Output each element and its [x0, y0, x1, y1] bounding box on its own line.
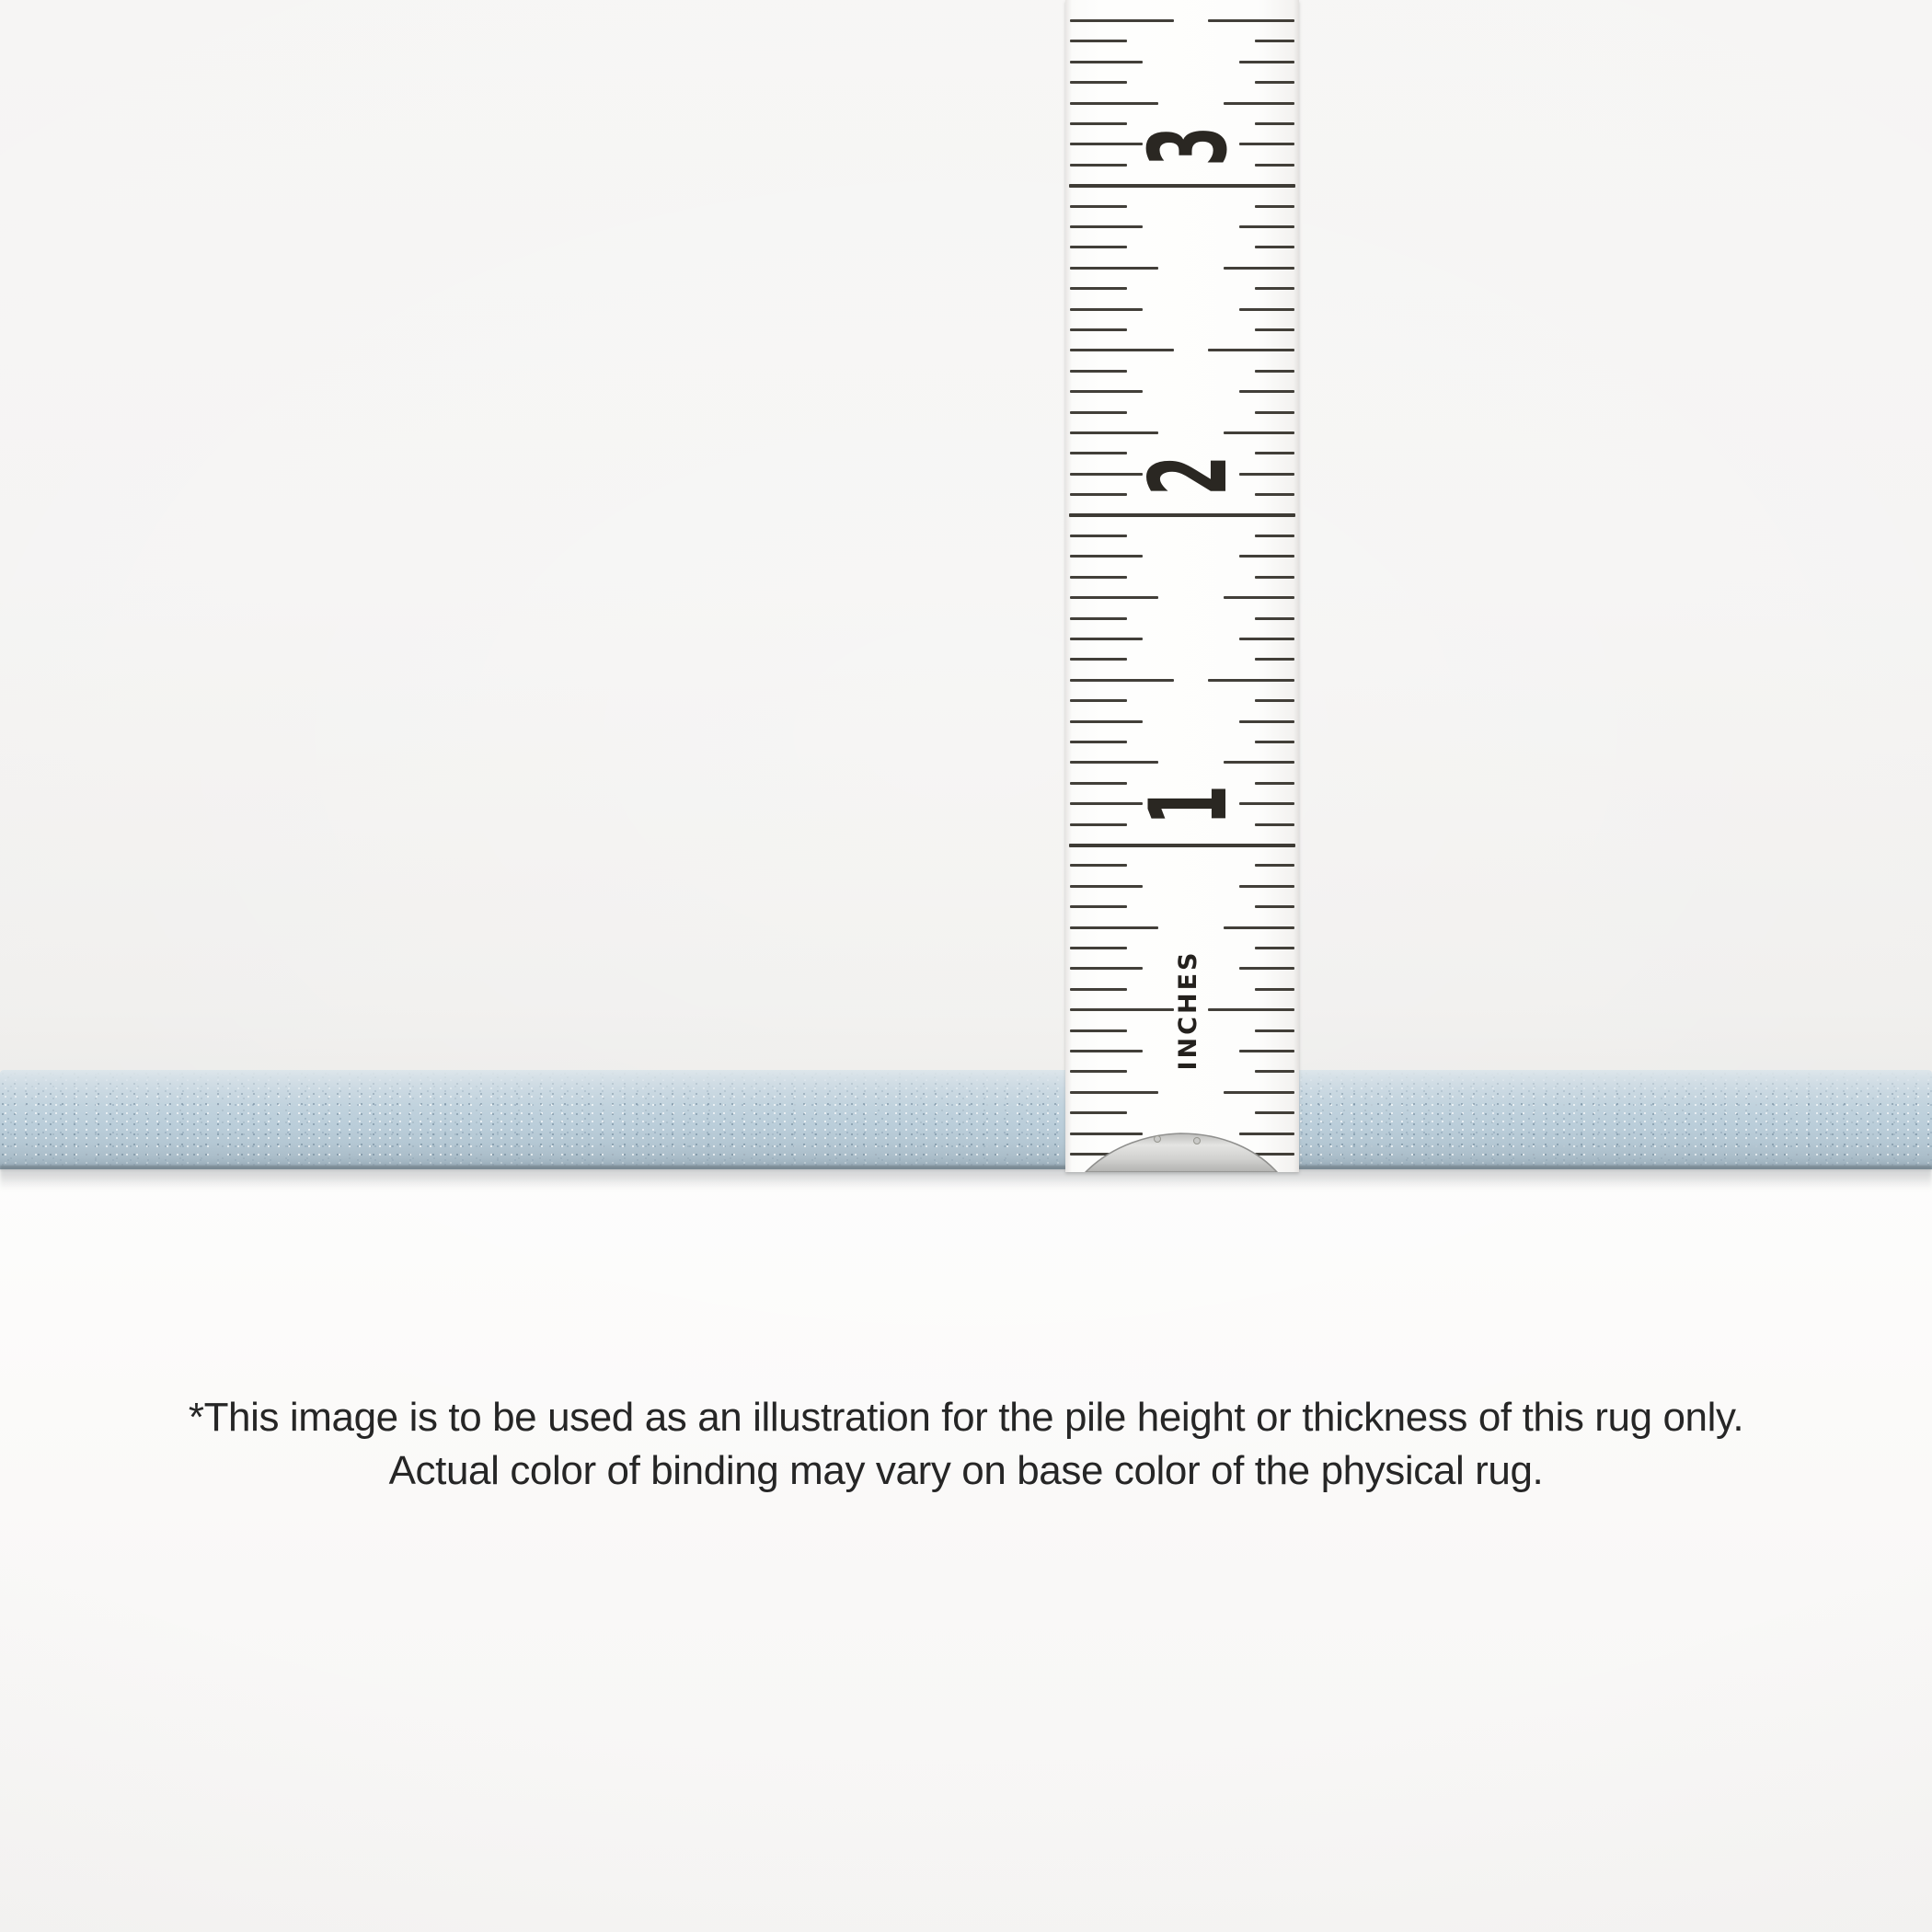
ruler-tick	[1239, 638, 1294, 640]
ruler-tick	[1070, 370, 1127, 373]
ruler-tick	[1208, 679, 1294, 682]
ruler-tick	[1255, 617, 1294, 620]
ruler-tick	[1208, 1008, 1294, 1011]
ruler-inch-line	[1069, 184, 1295, 188]
ruler-tick	[1070, 40, 1127, 42]
ruler-tick	[1070, 1091, 1158, 1094]
ruler-metal-end-cap	[1065, 1130, 1299, 1172]
ruler-tick	[1255, 81, 1294, 84]
ruler-tick	[1070, 205, 1127, 208]
ruler-tick	[1255, 741, 1294, 743]
ruler-tick	[1070, 390, 1143, 393]
ruler-tick	[1070, 81, 1127, 84]
ruler-tick	[1070, 741, 1127, 743]
ruler-tick	[1070, 267, 1158, 270]
ruler-tick	[1255, 40, 1294, 42]
ruler-tick	[1224, 596, 1294, 599]
ruler-tick	[1070, 596, 1158, 599]
ruler-tick	[1070, 308, 1143, 311]
ruler-tick	[1255, 864, 1294, 867]
ruler-tick	[1070, 452, 1127, 454]
ruler-tick	[1070, 1050, 1143, 1052]
ruler-tick	[1255, 576, 1294, 579]
ruler-tick	[1070, 102, 1158, 105]
ruler-tick	[1255, 493, 1294, 496]
rug-side-profile	[0, 1070, 1932, 1169]
ruler-tick	[1070, 823, 1127, 826]
disclaimer-line-2: Actual color of binding may vary on base color of the physical rug.	[388, 1448, 1544, 1493]
ruler-tick	[1239, 308, 1294, 311]
ruler-inches-label: INCHES	[1173, 949, 1202, 1071]
ruler-tick	[1070, 493, 1127, 496]
ruler-tick	[1070, 164, 1127, 167]
ruler-tick	[1255, 452, 1294, 454]
ruler-tick	[1255, 658, 1294, 661]
ruler-inch-line	[1069, 513, 1295, 517]
ruler-tick	[1070, 864, 1127, 867]
ruler-tick	[1208, 349, 1294, 351]
ruler-tick	[1239, 885, 1294, 888]
ruler-tick	[1255, 205, 1294, 208]
ruler-tick	[1070, 617, 1127, 620]
ruler-tick	[1239, 1050, 1294, 1052]
ruler-tick	[1070, 122, 1127, 125]
ruler-tick	[1255, 535, 1294, 537]
ruler-tick	[1070, 720, 1143, 723]
ruler-tick	[1070, 679, 1174, 682]
ruler-tick	[1208, 19, 1294, 22]
ruler-tick	[1255, 782, 1294, 785]
ruler-tick	[1070, 967, 1143, 970]
ruler-tick	[1255, 905, 1294, 908]
ruler-tick	[1224, 267, 1294, 270]
ruler-tick	[1239, 390, 1294, 393]
disclaimer-line-1: *This image is to be used as an illustration for the pile height or thickness of this rug only.	[188, 1395, 1744, 1440]
ruler-tick	[1239, 720, 1294, 723]
ruler-tick	[1070, 1111, 1127, 1114]
ruler-tick	[1070, 761, 1158, 764]
ruler-tick	[1070, 19, 1174, 22]
ruler-tick	[1224, 102, 1294, 105]
ruler-tick	[1255, 1070, 1294, 1073]
ruler-tick	[1239, 555, 1294, 558]
ruler-tick	[1070, 431, 1158, 434]
ruler-tick	[1255, 699, 1294, 702]
ruler-tick	[1224, 926, 1294, 929]
ruler-tick	[1255, 287, 1294, 290]
ruler-tick	[1070, 287, 1127, 290]
ruler-tick	[1070, 555, 1143, 558]
ruler-tick	[1255, 947, 1294, 949]
ruler-tick	[1070, 782, 1127, 785]
ruler-tick	[1255, 1111, 1294, 1114]
ruler-number-2: 2	[1126, 455, 1251, 496]
ruler-tick	[1070, 225, 1143, 228]
ruler-tick	[1070, 947, 1127, 949]
ruler-tick	[1070, 1070, 1127, 1073]
ruler-tick	[1239, 967, 1294, 970]
ruler-tick	[1070, 988, 1127, 991]
ruler-tick	[1255, 988, 1294, 991]
ruler-tick	[1239, 225, 1294, 228]
ruler-tick	[1070, 699, 1127, 702]
ruler-tick	[1255, 328, 1294, 331]
end-cap-rivet	[1194, 1138, 1201, 1144]
ruler-tick	[1255, 246, 1294, 248]
ruler	[1065, 0, 1299, 1172]
ruler-tick	[1255, 1029, 1294, 1032]
ruler-tick	[1255, 370, 1294, 373]
ruler-tick	[1070, 411, 1127, 414]
ruler-tick	[1070, 905, 1127, 908]
ruler-tick	[1255, 164, 1294, 167]
ruler-inch-line	[1069, 844, 1295, 847]
ruler-tick	[1239, 61, 1294, 63]
ruler-tick	[1224, 431, 1294, 434]
ruler-tick	[1255, 411, 1294, 414]
ruler-number-3: 3	[1126, 126, 1251, 167]
ruler-tick	[1070, 349, 1174, 351]
ruler-tick	[1255, 823, 1294, 826]
ruler-tick	[1070, 885, 1143, 888]
disclaimer-text	[0, 1391, 1932, 1498]
ruler-tick	[1224, 761, 1294, 764]
ruler-tick	[1224, 1091, 1294, 1094]
ruler-tick	[1070, 638, 1143, 640]
ruler-tick	[1070, 926, 1158, 929]
ruler-tick	[1070, 1029, 1127, 1032]
ruler-tick	[1070, 328, 1127, 331]
ruler-tick	[1070, 658, 1127, 661]
ruler-number-1: 1	[1126, 785, 1251, 825]
ruler-tick	[1070, 61, 1143, 63]
ruler-tick	[1070, 576, 1127, 579]
end-cap-rivet	[1155, 1136, 1161, 1143]
ruler-tick	[1070, 1008, 1174, 1011]
ruler-tick	[1070, 535, 1127, 537]
ruler-tick	[1070, 246, 1127, 248]
rug-floor-shadow	[0, 1169, 1932, 1190]
ruler-tick	[1255, 122, 1294, 125]
